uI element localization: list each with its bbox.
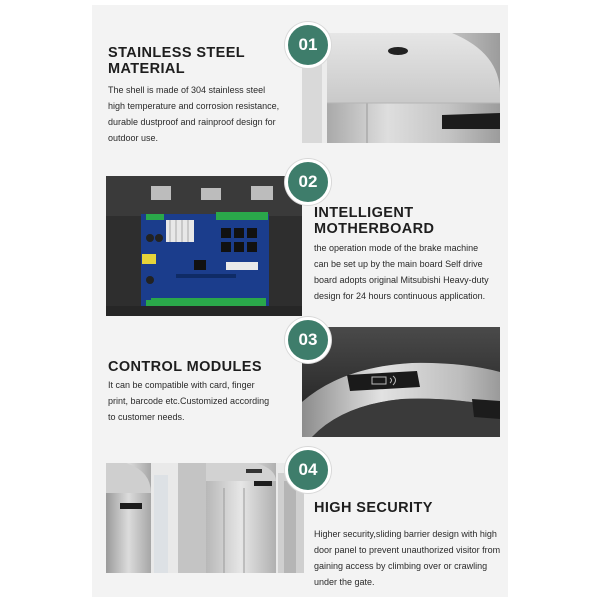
feature-1-number-badge: 01 [285,22,331,68]
feature-4-desc-line: door panel to prevent unauthorized visitor from [314,545,501,555]
feature-1-title-line1: STAINLESS STEEL [108,45,246,61]
feature-4-description [314,526,500,590]
feature-2-title [314,205,434,237]
feature-2-desc-line: the operation mode of the brake machine [314,243,479,253]
feature-1-title [108,45,245,77]
feature-2-desc-line: design for 24 hours continuous application. [314,291,486,301]
feature-1-desc-line: high temperature and corrosion resistance, [108,101,280,111]
feature-1-desc-line: The shell is made of 304 stainless steel [108,85,266,95]
turnstile-top-photo [302,33,500,143]
feature-3-number-badge: 03 [285,317,331,363]
sliding-gates-photo [106,463,304,573]
feature-3-desc-line: print, barcode etc.Customized according [108,396,270,406]
feature-3-description [108,377,269,425]
feature-4-title-line1: HIGH SECURITY [314,500,433,516]
feature-4-desc-line: under the gate. [314,577,375,587]
feature-2-title-line2: MOTHERBOARD [314,221,435,237]
feature-1-title-line2: MATERIAL [108,61,186,77]
card-reader-photo [302,327,500,437]
feature-3-title [108,359,262,375]
feature-3-desc-line: It can be compatible with card, finger [108,380,255,390]
feature-2-desc-line: can be set up by the main board Self drive [314,259,483,269]
circuit-board-photo [106,176,302,316]
feature-1-desc-line: durable dustproof and rainproof design for [108,117,276,127]
feature-3-title-line1: CONTROL MODULES [108,359,262,375]
feature-4-number-badge: 04 [285,447,331,493]
feature-2-number-badge: 02 [285,159,331,205]
feature-4-title [314,500,433,516]
feature-1-description [108,82,279,146]
feature-3-desc-line: to customer needs. [108,412,185,422]
feature-2-description [314,240,489,304]
feature-4-desc-line: gaining access by climbing over or crawling [314,561,488,571]
feature-4-desc-line: Higher security,sliding barrier design with high [314,529,497,539]
feature-2-desc-line: board adopts original Mitsubishi Heavy-duty [314,275,489,285]
feature-1-desc-line: outdoor use. [108,133,159,143]
feature-2-title-line1: INTELLIGENT [314,205,414,221]
